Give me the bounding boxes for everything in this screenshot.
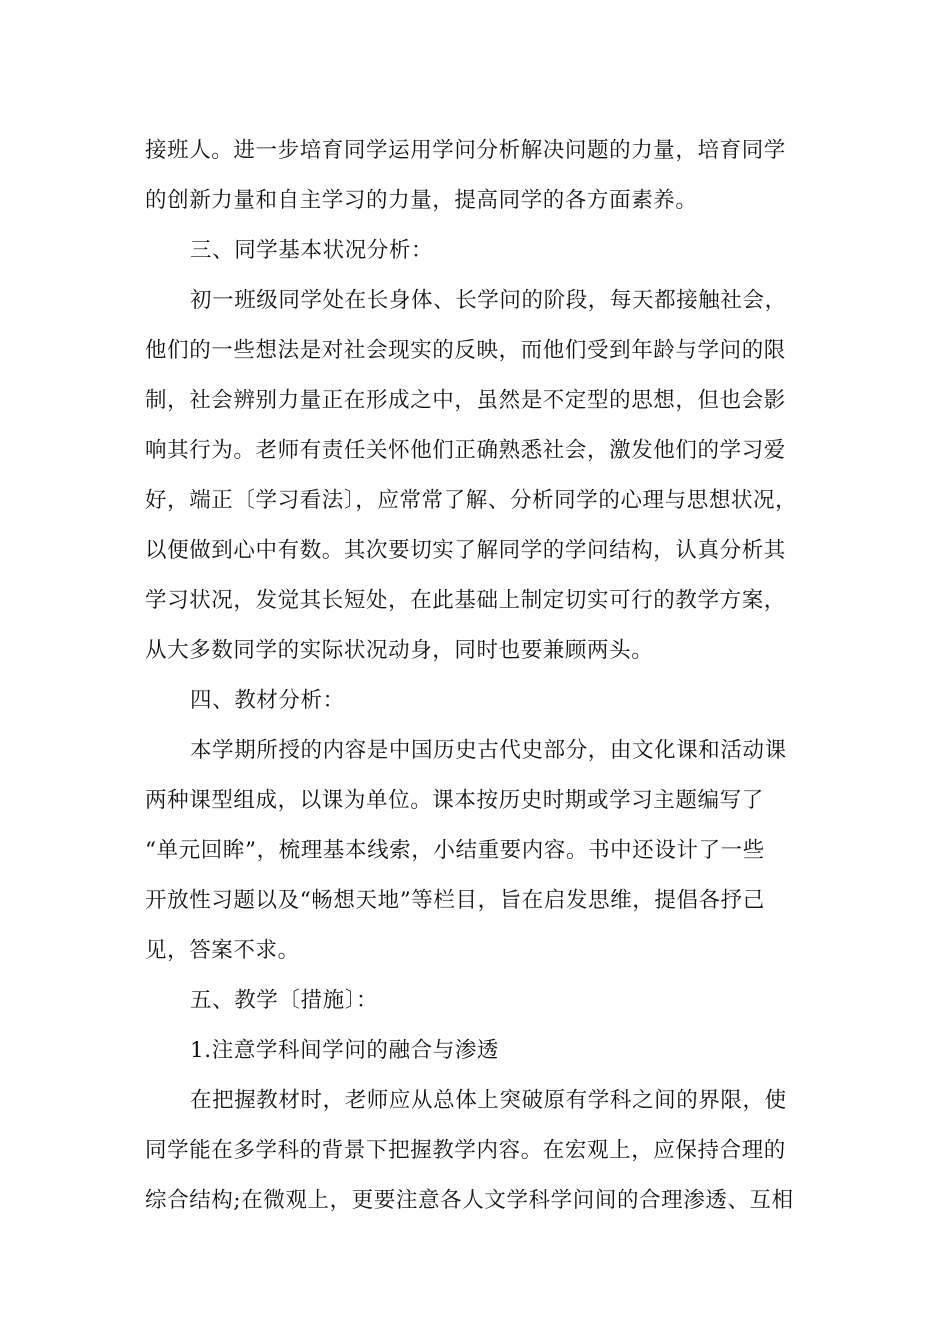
- section-heading: 五、教学〔措施〕：: [190, 988, 379, 1013]
- paragraph-line: 在把握教材时，老师应从总体上突破原有学科之间的界限，使: [190, 1088, 787, 1113]
- paragraph-line: 的创新力量和自主学习的力量，提高同学的各方面素养。: [145, 188, 698, 213]
- paragraph-line: 好，端正〔学习看法〕，应常常了解、分析同学的心理与思想状况，: [145, 488, 798, 513]
- paragraph-line: “单元回眸”，梳理基本线索，小结重要内容。书中还设计了一些: [145, 838, 765, 863]
- paragraph-line: 从大多数同学的实际状况动身，同时也要兼顾两头。: [145, 638, 654, 663]
- paragraph-line: 学习状况，发觉其长短处，在此基础上制定切实可行的教学方案，: [145, 588, 786, 613]
- paragraph-line: 同学能在多学科的背景下把握教学内容。在宏观上，应保持合理的: [145, 1138, 786, 1163]
- paragraph-line: 制，社会辨别力量正在形成之中，虽然是不定型的思想，但也会影: [145, 388, 786, 413]
- paragraph-line: 以便做到心中有数。其次要切实了解同学的学问结构，认真分析其: [145, 538, 786, 563]
- paragraph-line: 响其行为。老师有责任关怀他们正确熟悉社会，激发他们的学习爱: [145, 438, 786, 463]
- section-heading: 三、同学基本状况分析：: [190, 238, 434, 263]
- paragraph-line: 初一班级同学处在长身体、长学问的阶段，每天都接触社会，: [190, 288, 787, 313]
- paragraph-line: 他们的一些想法是对社会现实的反映，而他们受到年龄与学问的限: [145, 338, 786, 363]
- paragraph-line: 接班人。进一步培育同学运用学问分析解决问题的力量，培育同学: [145, 138, 786, 163]
- paragraph-line: 见，答案不求。: [145, 938, 300, 963]
- paragraph-line: 开放性习题以及“畅想天地”等栏目，旨在启发思维，提倡各抒己: [145, 888, 765, 913]
- section-heading: 四、教材分析：: [190, 688, 345, 713]
- paragraph-line: 本学期所授的内容是中国历史古代史部分，由文化课和活动课: [190, 738, 787, 763]
- subsection-heading: 1.注意学科间学问的融合与渗透: [190, 1038, 500, 1063]
- paragraph-line: 综合结构;在微观上，更要注意各人文学科学问间的合理渗透、互相: [145, 1188, 794, 1213]
- paragraph-line: 两种课型组成，以课为单位。课本按历史时期或学习主题编写了: [145, 788, 764, 813]
